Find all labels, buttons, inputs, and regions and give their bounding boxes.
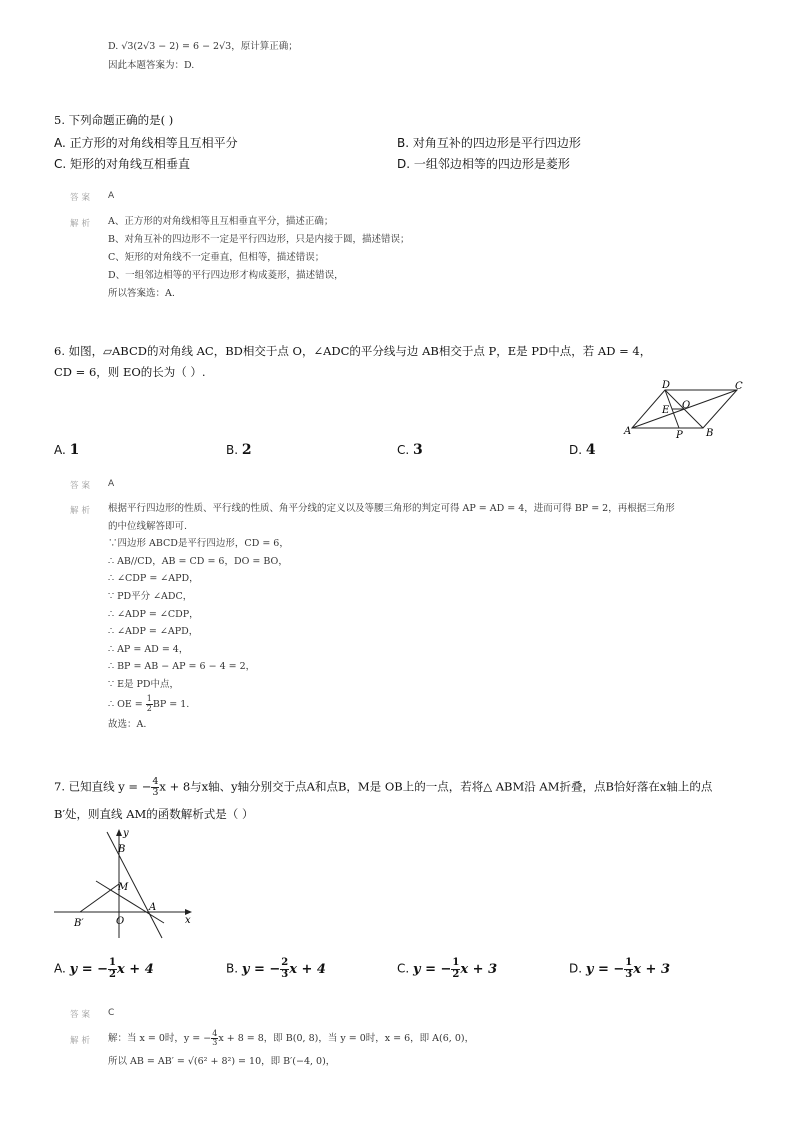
q6-step: ∵ E是 PD中点，	[108, 678, 180, 690]
label-e: E	[662, 405, 670, 416]
q6-step: ∴ ∠CDP = ∠APD，	[108, 573, 199, 585]
q6-conclusion: 故选：A.	[108, 718, 147, 730]
q6-step: ∴ ∠ADP = ∠CDP，	[108, 608, 199, 620]
fraction-numerator: 4	[152, 776, 159, 787]
y-axis-arrow	[116, 829, 122, 836]
formula-fraction	[280, 958, 289, 980]
q7-analysis-suffix: x + 8 = 8，即 B(0, 8)，当 y = 0时，x = 6，即 A(6, 0)，	[218, 1033, 475, 1044]
label-d: D	[662, 380, 671, 391]
label-a: A	[149, 902, 157, 913]
option-letter: B.	[226, 961, 239, 976]
q5-option-a: A. 正方形的对角线相等且互相平分	[54, 136, 238, 150]
q7-analysis-line2: 所以 AB = AB′ = √(6² + 8²) = 10，即 B′(−4, 0)，	[108, 1056, 336, 1067]
fraction-numerator: 1	[452, 957, 460, 968]
label-a: A	[624, 426, 632, 437]
fraction-denominator: 2	[452, 968, 460, 980]
label-b-prime: B′	[74, 918, 84, 929]
fraction-numerator: 1	[146, 694, 152, 704]
q6-step: ∵四边形 ABCD是平行四边形，CD = 6，	[108, 538, 289, 550]
q6-step: ∴ ∠ADP = ∠APD，	[108, 626, 199, 638]
q7-stem-prefix: 7. 已知直线 y = −	[54, 779, 152, 794]
q6-stem-line2: CD = 6，则 EO的长为（ ）.	[54, 365, 206, 379]
label-c: C	[735, 381, 743, 392]
q6-option-d	[569, 442, 596, 458]
q6-analysis-label: 解析	[70, 506, 94, 516]
option-value: 1	[69, 442, 80, 458]
q7-option-a	[54, 958, 154, 980]
label-o: O	[116, 916, 125, 927]
fraction-numerator: 2	[281, 957, 289, 968]
q5-analysis-line: B、对角互补的四边形不一定是平行四边形，只是内接于圆，描述错误；	[108, 234, 410, 245]
q6-step: ∵ PD平分 ∠ADC，	[108, 590, 193, 602]
q5-analysis-label: 解析	[70, 219, 94, 229]
option-formula	[69, 957, 154, 980]
formula-post: x + 3	[633, 961, 670, 977]
q6-parallelogram-figure	[620, 378, 750, 440]
formula-pre: y = −	[69, 961, 109, 977]
q7-option-d	[569, 958, 670, 980]
q7-option-c	[397, 958, 497, 980]
option-formula	[585, 957, 670, 980]
prev-option-d-line: D. √3(2√3 − 2) = 6 − 2√3，原计算正确；	[108, 41, 298, 52]
fraction-numerator: 4	[212, 1028, 218, 1038]
formula-pre: y = −	[241, 961, 281, 977]
q5-answer: A	[108, 191, 115, 201]
q7-stem-suffix: x + 8与x轴、y轴分别交于点A和点B，M是 OB上的一点，若将△ ABM沿 AM折叠，点B恰好落在x轴上的点	[159, 779, 713, 794]
option-formula	[413, 957, 498, 980]
q6-analysis-intro: 根据平行四边形的性质、平行线的性质、角平分线的定义以及等腰三角形的判定可得 AP = AD = 4，进而可得 BP = 2，再根据三角形	[108, 503, 675, 514]
q7-stem-line2: B′处，则直线 AM的函数解析式是（ ）	[54, 807, 254, 821]
q7-answer-label: 答案	[70, 1010, 94, 1020]
q6-option-b	[226, 442, 252, 458]
q6-step-oe-prefix: ∴ OE =	[108, 698, 146, 710]
q5-option-b: B. 对角互补的四边形是平行四边形	[397, 136, 581, 150]
option-letter: B.	[226, 443, 239, 457]
formula-fraction	[624, 958, 633, 980]
q5-stem: 5. 下列命题正确的是( )	[54, 113, 174, 127]
label-b: B	[706, 428, 714, 439]
prev-conclusion: 因此本题答案为：D.	[108, 60, 195, 71]
q6-stem-line1: 6. 如图，▱ABCD的对角线 AC，BD相交于点 O，∠ADC的平分线与边 AB相交于点 P，E是 PD中点，若 AD = 4，	[54, 344, 652, 358]
option-value: 3	[413, 442, 423, 458]
label-x: x	[185, 915, 191, 926]
option-letter: C.	[397, 443, 410, 457]
q6-analysis-intro: 的中位线解答即可.	[108, 520, 188, 532]
option-letter: D.	[569, 443, 583, 457]
q5-analysis	[108, 213, 409, 303]
q6-option-c	[397, 442, 423, 458]
q6-analysis	[108, 500, 675, 733]
option-value: 2	[241, 442, 252, 458]
q5-answer-label: 答案	[70, 193, 94, 203]
q7-analysis-line1	[108, 1028, 474, 1050]
q5-option-d: D. 一组邻边相等的四边形是菱形	[397, 157, 570, 171]
q6-step: ∴ AB//CD，AB = CD = 6，DO = BO，	[108, 555, 288, 567]
q6-answer: A	[108, 479, 115, 489]
q7-option-b	[226, 958, 326, 980]
formula-pre: y = −	[585, 961, 625, 977]
label-b: B	[118, 844, 126, 855]
formula-post: x + 4	[117, 961, 154, 977]
q6-step: ∴ AP = AD = 4，	[108, 643, 189, 655]
label-y: y	[123, 828, 129, 839]
fraction-denominator: 3	[625, 968, 633, 980]
formula-fraction	[108, 958, 117, 980]
q7-coordinate-figure	[52, 826, 200, 944]
label-p: P	[676, 430, 683, 440]
fraction-denominator: 3	[281, 968, 289, 980]
q6-step-oe	[108, 694, 675, 716]
fraction-denominator: 2	[146, 703, 152, 713]
q5-analysis-line: 所以答案选：A.	[108, 288, 175, 299]
q6-step: ∴ BP = AB − AP = 6 − 4 = 2，	[108, 661, 256, 673]
label-m: M	[118, 882, 129, 893]
q5-analysis-line: A、正方形的对角线相等且互相垂直平分，描述正确；	[108, 216, 334, 227]
q6-answer-label: 答案	[70, 481, 94, 491]
q7-stem-line1	[54, 777, 712, 798]
fraction-denominator: 3	[152, 786, 159, 798]
q7-analysis-prefix: 解：当 x = 0时，y = −	[108, 1033, 212, 1044]
option-letter: A.	[54, 443, 66, 457]
option-value: 4	[585, 442, 596, 458]
option-letter: C.	[397, 961, 410, 976]
formula-pre: y = −	[413, 961, 452, 977]
option-letter: A.	[54, 961, 66, 976]
half-fraction	[146, 695, 153, 713]
fraction-numerator: 1	[625, 957, 633, 968]
option-letter: D.	[569, 961, 583, 976]
formula-post: x + 4	[289, 961, 326, 977]
fraction-denominator: 3	[212, 1038, 218, 1047]
q5-option-c: C. 矩形的对角线互相垂直	[54, 157, 191, 171]
q6-step-oe-suffix: BP = 1.	[152, 698, 190, 710]
q6-option-a	[54, 442, 79, 458]
q5-analysis-line: D、一组邻边相等的平行四边形才构成菱形，描述错误，	[108, 270, 344, 281]
q5-analysis-line: C、矩形的对角线不一定垂直，但相等，描述错误；	[108, 252, 325, 263]
fraction-denominator: 2	[109, 968, 116, 980]
q7-answer: C	[108, 1008, 115, 1018]
fraction-numerator: 1	[109, 957, 116, 968]
option-formula	[241, 957, 326, 980]
segment-bprime-m	[80, 884, 119, 912]
q7-analysis-label: 解析	[70, 1036, 94, 1046]
label-o: O	[682, 400, 691, 411]
formula-post: x + 3	[460, 961, 498, 977]
